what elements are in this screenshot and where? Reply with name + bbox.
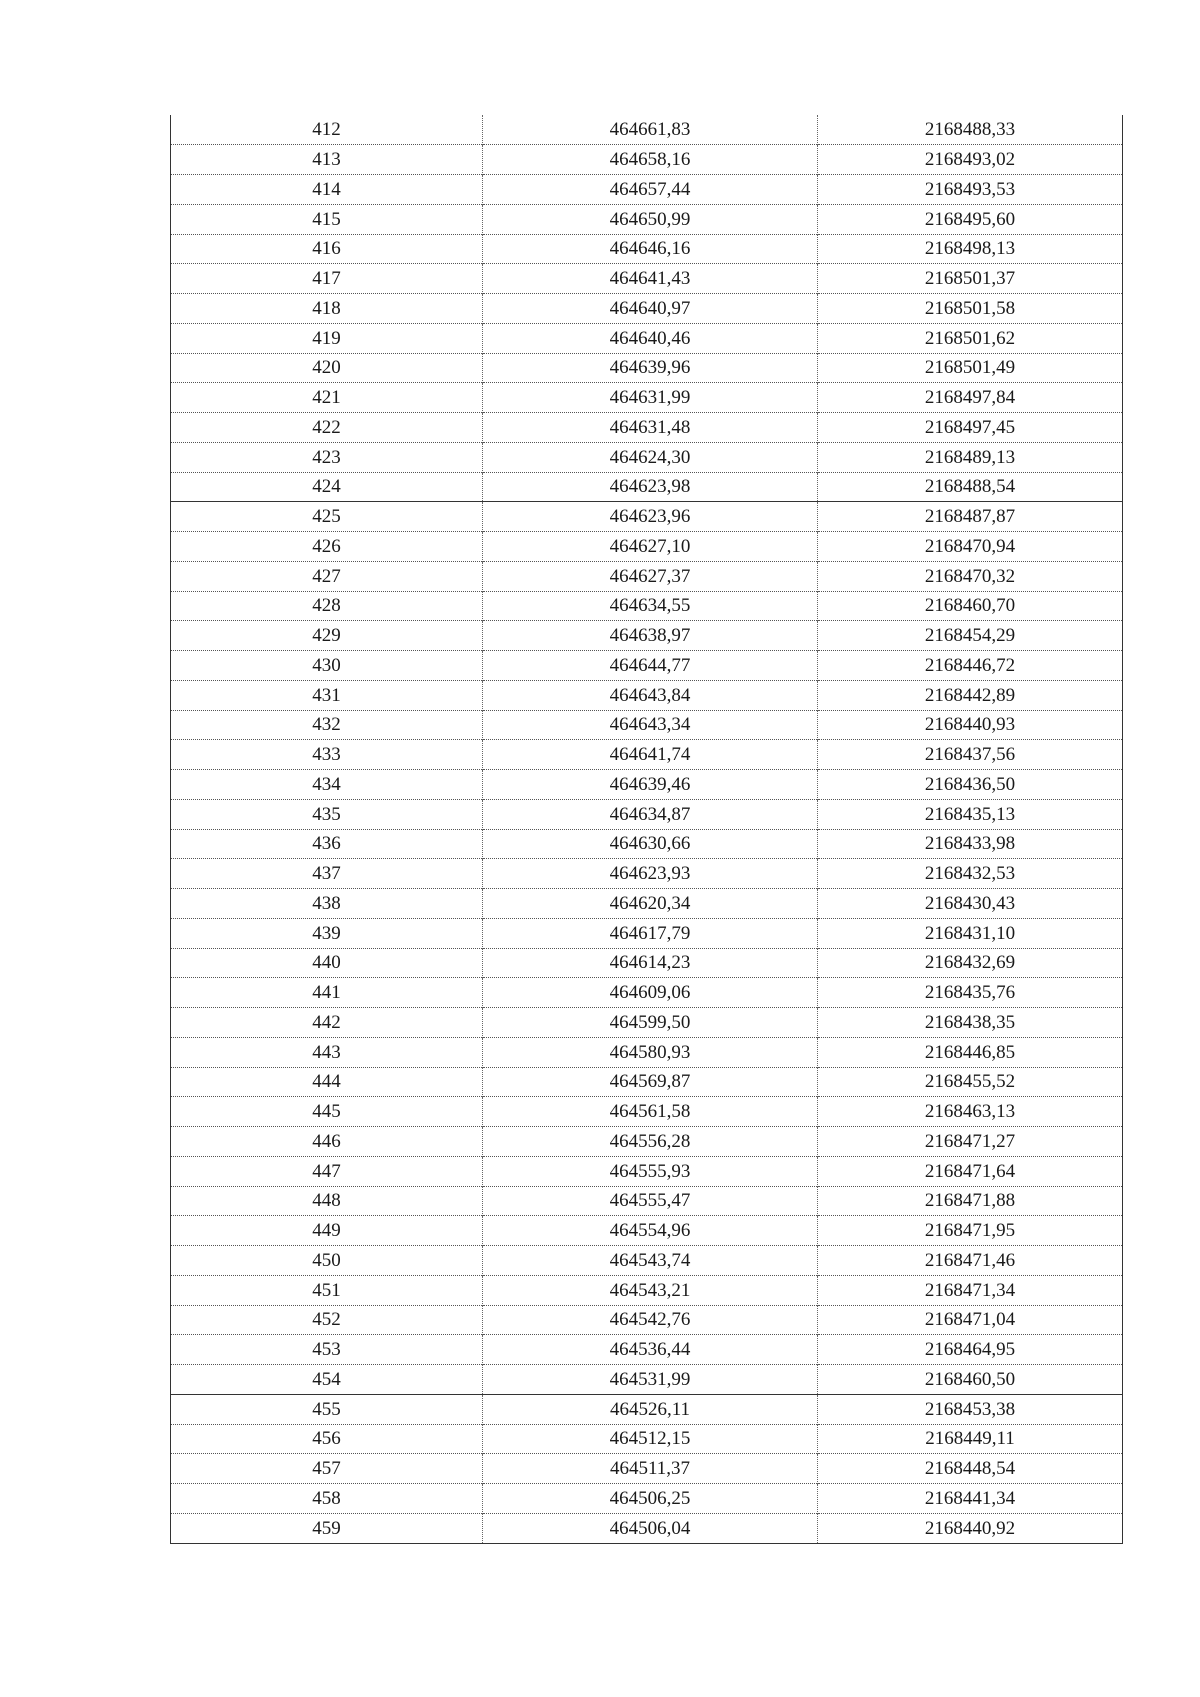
table-row: [171, 1275, 1123, 1305]
table-row: [171, 710, 1123, 740]
y-coordinate-cell: 2168448,54: [818, 1454, 1123, 1484]
table-row: [171, 1246, 1123, 1276]
point-number-cell: 450: [171, 1246, 483, 1276]
table-row: [171, 383, 1123, 413]
point-number-cell: 425: [171, 502, 483, 532]
x-coordinate-cell: 464639,46: [483, 770, 818, 800]
point-number-cell: 449: [171, 1216, 483, 1246]
table-row: [171, 1305, 1123, 1335]
table-row: [171, 1513, 1123, 1543]
point-number-cell: 454: [171, 1365, 483, 1395]
table-row: [171, 740, 1123, 770]
point-number-cell: 451: [171, 1275, 483, 1305]
point-number-cell: 430: [171, 651, 483, 681]
y-coordinate-cell: 2168501,49: [818, 353, 1123, 383]
y-coordinate-cell: 2168435,76: [818, 978, 1123, 1008]
table-row: [171, 770, 1123, 800]
x-coordinate-cell: 464599,50: [483, 1008, 818, 1038]
y-coordinate-cell: 2168437,56: [818, 740, 1123, 770]
y-coordinate-cell: 2168471,95: [818, 1216, 1123, 1246]
table-row: [171, 532, 1123, 562]
y-coordinate-cell: 2168460,70: [818, 591, 1123, 621]
x-coordinate-cell: 464624,30: [483, 442, 818, 472]
point-number-cell: 445: [171, 1097, 483, 1127]
point-number-cell: 438: [171, 889, 483, 919]
table-row: [171, 413, 1123, 443]
table-row: [171, 264, 1123, 294]
table-row: [171, 621, 1123, 651]
point-number-cell: 424: [171, 472, 483, 502]
x-coordinate-cell: 464623,96: [483, 502, 818, 532]
x-coordinate-cell: 464554,96: [483, 1216, 818, 1246]
x-coordinate-cell: 464634,87: [483, 799, 818, 829]
point-number-cell: 444: [171, 1067, 483, 1097]
point-number-cell: 422: [171, 413, 483, 443]
table-row: [171, 591, 1123, 621]
point-number-cell: 441: [171, 978, 483, 1008]
point-number-cell: 423: [171, 442, 483, 472]
table-row: [171, 651, 1123, 681]
y-coordinate-cell: 2168488,33: [818, 115, 1123, 145]
x-coordinate-cell: 464638,97: [483, 621, 818, 651]
table-row: [171, 1037, 1123, 1067]
table-row: [171, 175, 1123, 205]
x-coordinate-cell: 464650,99: [483, 204, 818, 234]
y-coordinate-cell: 2168440,93: [818, 710, 1123, 740]
point-number-cell: 429: [171, 621, 483, 651]
table-row: [171, 799, 1123, 829]
point-number-cell: 453: [171, 1335, 483, 1365]
x-coordinate-cell: 464631,48: [483, 413, 818, 443]
x-coordinate-cell: 464641,43: [483, 264, 818, 294]
point-number-cell: 457: [171, 1454, 483, 1484]
point-number-cell: 434: [171, 770, 483, 800]
table-row: [171, 978, 1123, 1008]
table-row: [171, 502, 1123, 532]
x-coordinate-cell: 464627,37: [483, 561, 818, 591]
y-coordinate-cell: 2168471,46: [818, 1246, 1123, 1276]
x-coordinate-cell: 464658,16: [483, 145, 818, 175]
x-coordinate-cell: 464531,99: [483, 1365, 818, 1395]
y-coordinate-cell: 2168495,60: [818, 204, 1123, 234]
point-number-cell: 428: [171, 591, 483, 621]
x-coordinate-cell: 464555,93: [483, 1156, 818, 1186]
table-row: [171, 680, 1123, 710]
table-row: [171, 1335, 1123, 1365]
y-coordinate-cell: 2168489,13: [818, 442, 1123, 472]
x-coordinate-cell: 464646,16: [483, 234, 818, 264]
point-number-cell: 437: [171, 859, 483, 889]
table-row: [171, 1008, 1123, 1038]
x-coordinate-cell: 464644,77: [483, 651, 818, 681]
table-row: [171, 1067, 1123, 1097]
y-coordinate-cell: 2168471,88: [818, 1186, 1123, 1216]
table-row: [171, 829, 1123, 859]
x-coordinate-cell: 464556,28: [483, 1127, 818, 1157]
x-coordinate-cell: 464630,66: [483, 829, 818, 859]
x-coordinate-cell: 464526,11: [483, 1394, 818, 1424]
x-coordinate-cell: 464657,44: [483, 175, 818, 205]
y-coordinate-cell: 2168446,85: [818, 1037, 1123, 1067]
x-coordinate-cell: 464617,79: [483, 918, 818, 948]
x-coordinate-cell: 464543,74: [483, 1246, 818, 1276]
y-coordinate-cell: 2168497,84: [818, 383, 1123, 413]
point-number-cell: 433: [171, 740, 483, 770]
x-coordinate-cell: 464627,10: [483, 532, 818, 562]
y-coordinate-cell: 2168432,53: [818, 859, 1123, 889]
y-coordinate-cell: 2168433,98: [818, 829, 1123, 859]
y-coordinate-cell: 2168493,02: [818, 145, 1123, 175]
table-row: [171, 294, 1123, 324]
y-coordinate-cell: 2168449,11: [818, 1424, 1123, 1454]
point-number-cell: 426: [171, 532, 483, 562]
x-coordinate-cell: 464643,34: [483, 710, 818, 740]
point-number-cell: 418: [171, 294, 483, 324]
table-row: [171, 561, 1123, 591]
point-number-cell: 439: [171, 918, 483, 948]
point-number-cell: 447: [171, 1156, 483, 1186]
y-coordinate-cell: 2168432,69: [818, 948, 1123, 978]
point-number-cell: 452: [171, 1305, 483, 1335]
coordinates-table: [170, 115, 1123, 1544]
x-coordinate-cell: 464580,93: [483, 1037, 818, 1067]
table-row: [171, 918, 1123, 948]
x-coordinate-cell: 464561,58: [483, 1097, 818, 1127]
point-number-cell: 432: [171, 710, 483, 740]
x-coordinate-cell: 464641,74: [483, 740, 818, 770]
point-number-cell: 427: [171, 561, 483, 591]
table-row: [171, 1097, 1123, 1127]
point-number-cell: 431: [171, 680, 483, 710]
point-number-cell: 446: [171, 1127, 483, 1157]
table-row: [171, 323, 1123, 353]
table-row: [171, 859, 1123, 889]
table-row: [171, 1484, 1123, 1514]
table-row: [171, 1216, 1123, 1246]
y-coordinate-cell: 2168464,95: [818, 1335, 1123, 1365]
y-coordinate-cell: 2168436,50: [818, 770, 1123, 800]
point-number-cell: 420: [171, 353, 483, 383]
x-coordinate-cell: 464569,87: [483, 1067, 818, 1097]
y-coordinate-cell: 2168488,54: [818, 472, 1123, 502]
x-coordinate-cell: 464631,99: [483, 383, 818, 413]
y-coordinate-cell: 2168471,04: [818, 1305, 1123, 1335]
point-number-cell: 412: [312, 119, 341, 141]
point-number-cell: 459: [171, 1513, 483, 1543]
y-coordinate-cell: 2168446,72: [818, 651, 1123, 681]
y-coordinate-cell: 2168493,53: [818, 175, 1123, 205]
y-coordinate-cell: 2168498,13: [818, 234, 1123, 264]
point-number-cell: 421: [171, 383, 483, 413]
y-coordinate-cell: 2168471,34: [818, 1275, 1123, 1305]
x-coordinate-cell: 464543,21: [483, 1275, 818, 1305]
x-coordinate-cell: 464643,84: [483, 680, 818, 710]
table-row: [171, 1394, 1123, 1424]
y-coordinate-cell: 2168470,32: [818, 561, 1123, 591]
x-coordinate-cell: 464634,55: [483, 591, 818, 621]
y-coordinate-cell: 2168431,10: [818, 918, 1123, 948]
y-coordinate-cell: 2168501,58: [818, 294, 1123, 324]
y-coordinate-cell: 2168435,13: [818, 799, 1123, 829]
x-coordinate-cell: 464640,97: [483, 294, 818, 324]
x-coordinate-cell: 464623,93: [483, 859, 818, 889]
y-coordinate-cell: 2168501,37: [818, 264, 1123, 294]
x-coordinate-cell: 464614,23: [483, 948, 818, 978]
x-coordinate-cell: 464506,04: [483, 1513, 818, 1543]
y-coordinate-cell: 2168471,64: [818, 1156, 1123, 1186]
table-row: [171, 204, 1123, 234]
x-coordinate-cell: 464555,47: [483, 1186, 818, 1216]
x-coordinate-cell: 464506,25: [483, 1484, 818, 1514]
point-number-cell: 455: [171, 1394, 483, 1424]
table-row: [171, 442, 1123, 472]
y-coordinate-cell: 2168501,62: [818, 323, 1123, 353]
table-row: [171, 472, 1123, 502]
point-number-cell: 458: [171, 1484, 483, 1514]
point-number-cell: 413: [171, 145, 483, 175]
y-coordinate-cell: 2168460,50: [818, 1365, 1123, 1395]
point-number-cell: 419: [171, 323, 483, 353]
table-row: [171, 1156, 1123, 1186]
x-coordinate-cell: 464511,37: [483, 1454, 818, 1484]
y-coordinate-cell: 2168454,29: [818, 621, 1123, 651]
x-coordinate-cell: 464542,76: [483, 1305, 818, 1335]
table-row: [171, 1186, 1123, 1216]
x-coordinate-cell: 464640,46: [483, 323, 818, 353]
point-number-cell: 414: [171, 175, 483, 205]
y-coordinate-cell: 2168442,89: [818, 680, 1123, 710]
point-number-cell: 443: [171, 1037, 483, 1067]
point-number-cell: 442: [171, 1008, 483, 1038]
table-row: [171, 1424, 1123, 1454]
x-coordinate-cell: 464623,98: [483, 472, 818, 502]
point-number-cell: 415: [171, 204, 483, 234]
table-row: [171, 948, 1123, 978]
coordinates-table-body: [171, 115, 1123, 1543]
table-row: [171, 1454, 1123, 1484]
point-number-cell: 448: [171, 1186, 483, 1216]
table-row: [171, 234, 1123, 264]
point-number-cell: 435: [171, 799, 483, 829]
y-coordinate-cell: 2168453,38: [818, 1394, 1123, 1424]
y-coordinate-cell: 2168497,45: [818, 413, 1123, 443]
x-coordinate-cell: 464609,06: [483, 978, 818, 1008]
y-coordinate-cell: 2168455,52: [818, 1067, 1123, 1097]
table-row: [171, 1127, 1123, 1157]
table-row: [171, 353, 1123, 383]
table-row: [171, 115, 1123, 145]
y-coordinate-cell: 2168430,43: [818, 889, 1123, 919]
y-coordinate-cell: 2168470,94: [818, 532, 1123, 562]
y-coordinate-cell: 2168441,34: [818, 1484, 1123, 1514]
y-coordinate-cell: 2168438,35: [818, 1008, 1123, 1038]
table-row: [171, 145, 1123, 175]
point-number-cell: 456: [171, 1424, 483, 1454]
x-coordinate-cell: 464639,96: [483, 353, 818, 383]
x-coordinate-cell: 464620,34: [483, 889, 818, 919]
y-coordinate-cell: 2168463,13: [818, 1097, 1123, 1127]
point-number-cell: 416: [171, 234, 483, 264]
x-coordinate-cell: 464536,44: [483, 1335, 818, 1365]
table-row: [171, 1365, 1123, 1395]
y-coordinate-cell: 2168471,27: [818, 1127, 1123, 1157]
point-number-cell: 417: [171, 264, 483, 294]
point-number-cell: 436: [171, 829, 483, 859]
x-coordinate-cell: 464661,83: [483, 115, 818, 145]
x-coordinate-cell: 464512,15: [483, 1424, 818, 1454]
point-number-cell: 440: [171, 948, 483, 978]
y-coordinate-cell: 2168440,92: [818, 1513, 1123, 1543]
y-coordinate-cell: 2168487,87: [818, 502, 1123, 532]
table-row: [171, 889, 1123, 919]
